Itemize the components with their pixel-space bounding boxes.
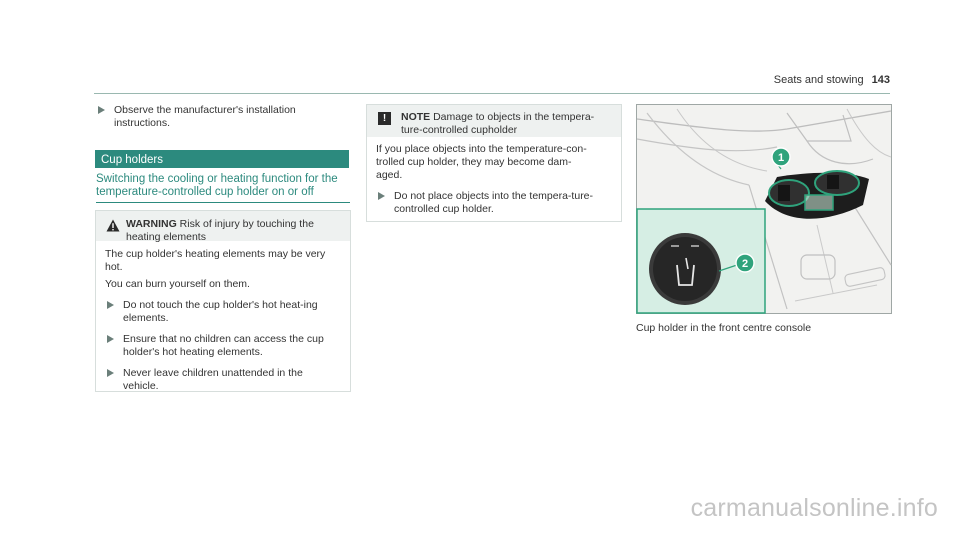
warning-heading	[126, 218, 316, 244]
warning-step-text: Do not touch the cup holder's hot heat-ing elements.	[123, 299, 318, 324]
warning-icon	[106, 219, 120, 232]
note-step-text: Do not place objects into the tempera-ture-controlled cup holder.	[394, 190, 594, 215]
note-header	[367, 105, 621, 137]
cup-holder-illustration	[636, 104, 892, 314]
warning-body-2: You can burn yourself on them.	[105, 278, 250, 290]
section-title-bar	[95, 150, 349, 168]
warning-box	[95, 210, 351, 392]
note-title: Damage to objects in the tempera-ture-controlled cupholder	[401, 111, 595, 136]
section-title: Cup holders	[101, 154, 164, 166]
warning-title: Risk of injury by touching the heating elements	[126, 218, 314, 243]
note-content	[367, 137, 621, 219]
triangle-bullet-icon	[107, 369, 114, 377]
triangle-bullet-icon	[107, 301, 114, 309]
warning-step-1	[105, 299, 342, 325]
warning-step-text: Never leave children unattended in the vehicle.	[123, 367, 303, 392]
section-name: Seats and stowing	[773, 74, 864, 86]
warning-label: WARNING	[126, 218, 177, 230]
watermark: carmanualsonline.info	[690, 494, 938, 522]
callout-1: 1	[777, 152, 785, 164]
note-icon: !	[378, 112, 391, 125]
warning-content	[96, 241, 350, 392]
note-body: If you place objects into the temperature-con-trolled cup holder, they may become dam-aged.	[376, 143, 587, 181]
page-header	[774, 74, 890, 86]
note-step	[376, 190, 613, 216]
console-drawing	[637, 105, 891, 313]
figure-caption: Cup holder in the front centre console	[636, 322, 812, 334]
warning-step-text: Ensure that no children can access the cup holder's hot heating elements.	[123, 333, 324, 358]
intro-step	[96, 104, 350, 130]
triangle-bullet-icon	[98, 106, 105, 114]
warning-header	[96, 211, 350, 241]
page-number: 143	[871, 74, 890, 86]
warning-step-2	[105, 333, 342, 359]
intro-step-text: Observe the manufacturer's installation instructions.	[114, 104, 296, 129]
note-label: NOTE	[401, 111, 431, 123]
header-divider	[94, 93, 890, 94]
note-box	[366, 104, 622, 222]
triangle-bullet-icon	[107, 335, 114, 343]
note-heading	[401, 111, 601, 137]
triangle-bullet-icon	[378, 192, 385, 200]
warning-step-3	[105, 367, 342, 393]
subsection-title: Switching the cooling or heating function for the temperature-controlled cup holder on or off	[96, 173, 350, 203]
warning-body-1: The cup holder's heating elements may be very hot.	[105, 248, 326, 273]
callout-2: 2	[741, 258, 749, 270]
